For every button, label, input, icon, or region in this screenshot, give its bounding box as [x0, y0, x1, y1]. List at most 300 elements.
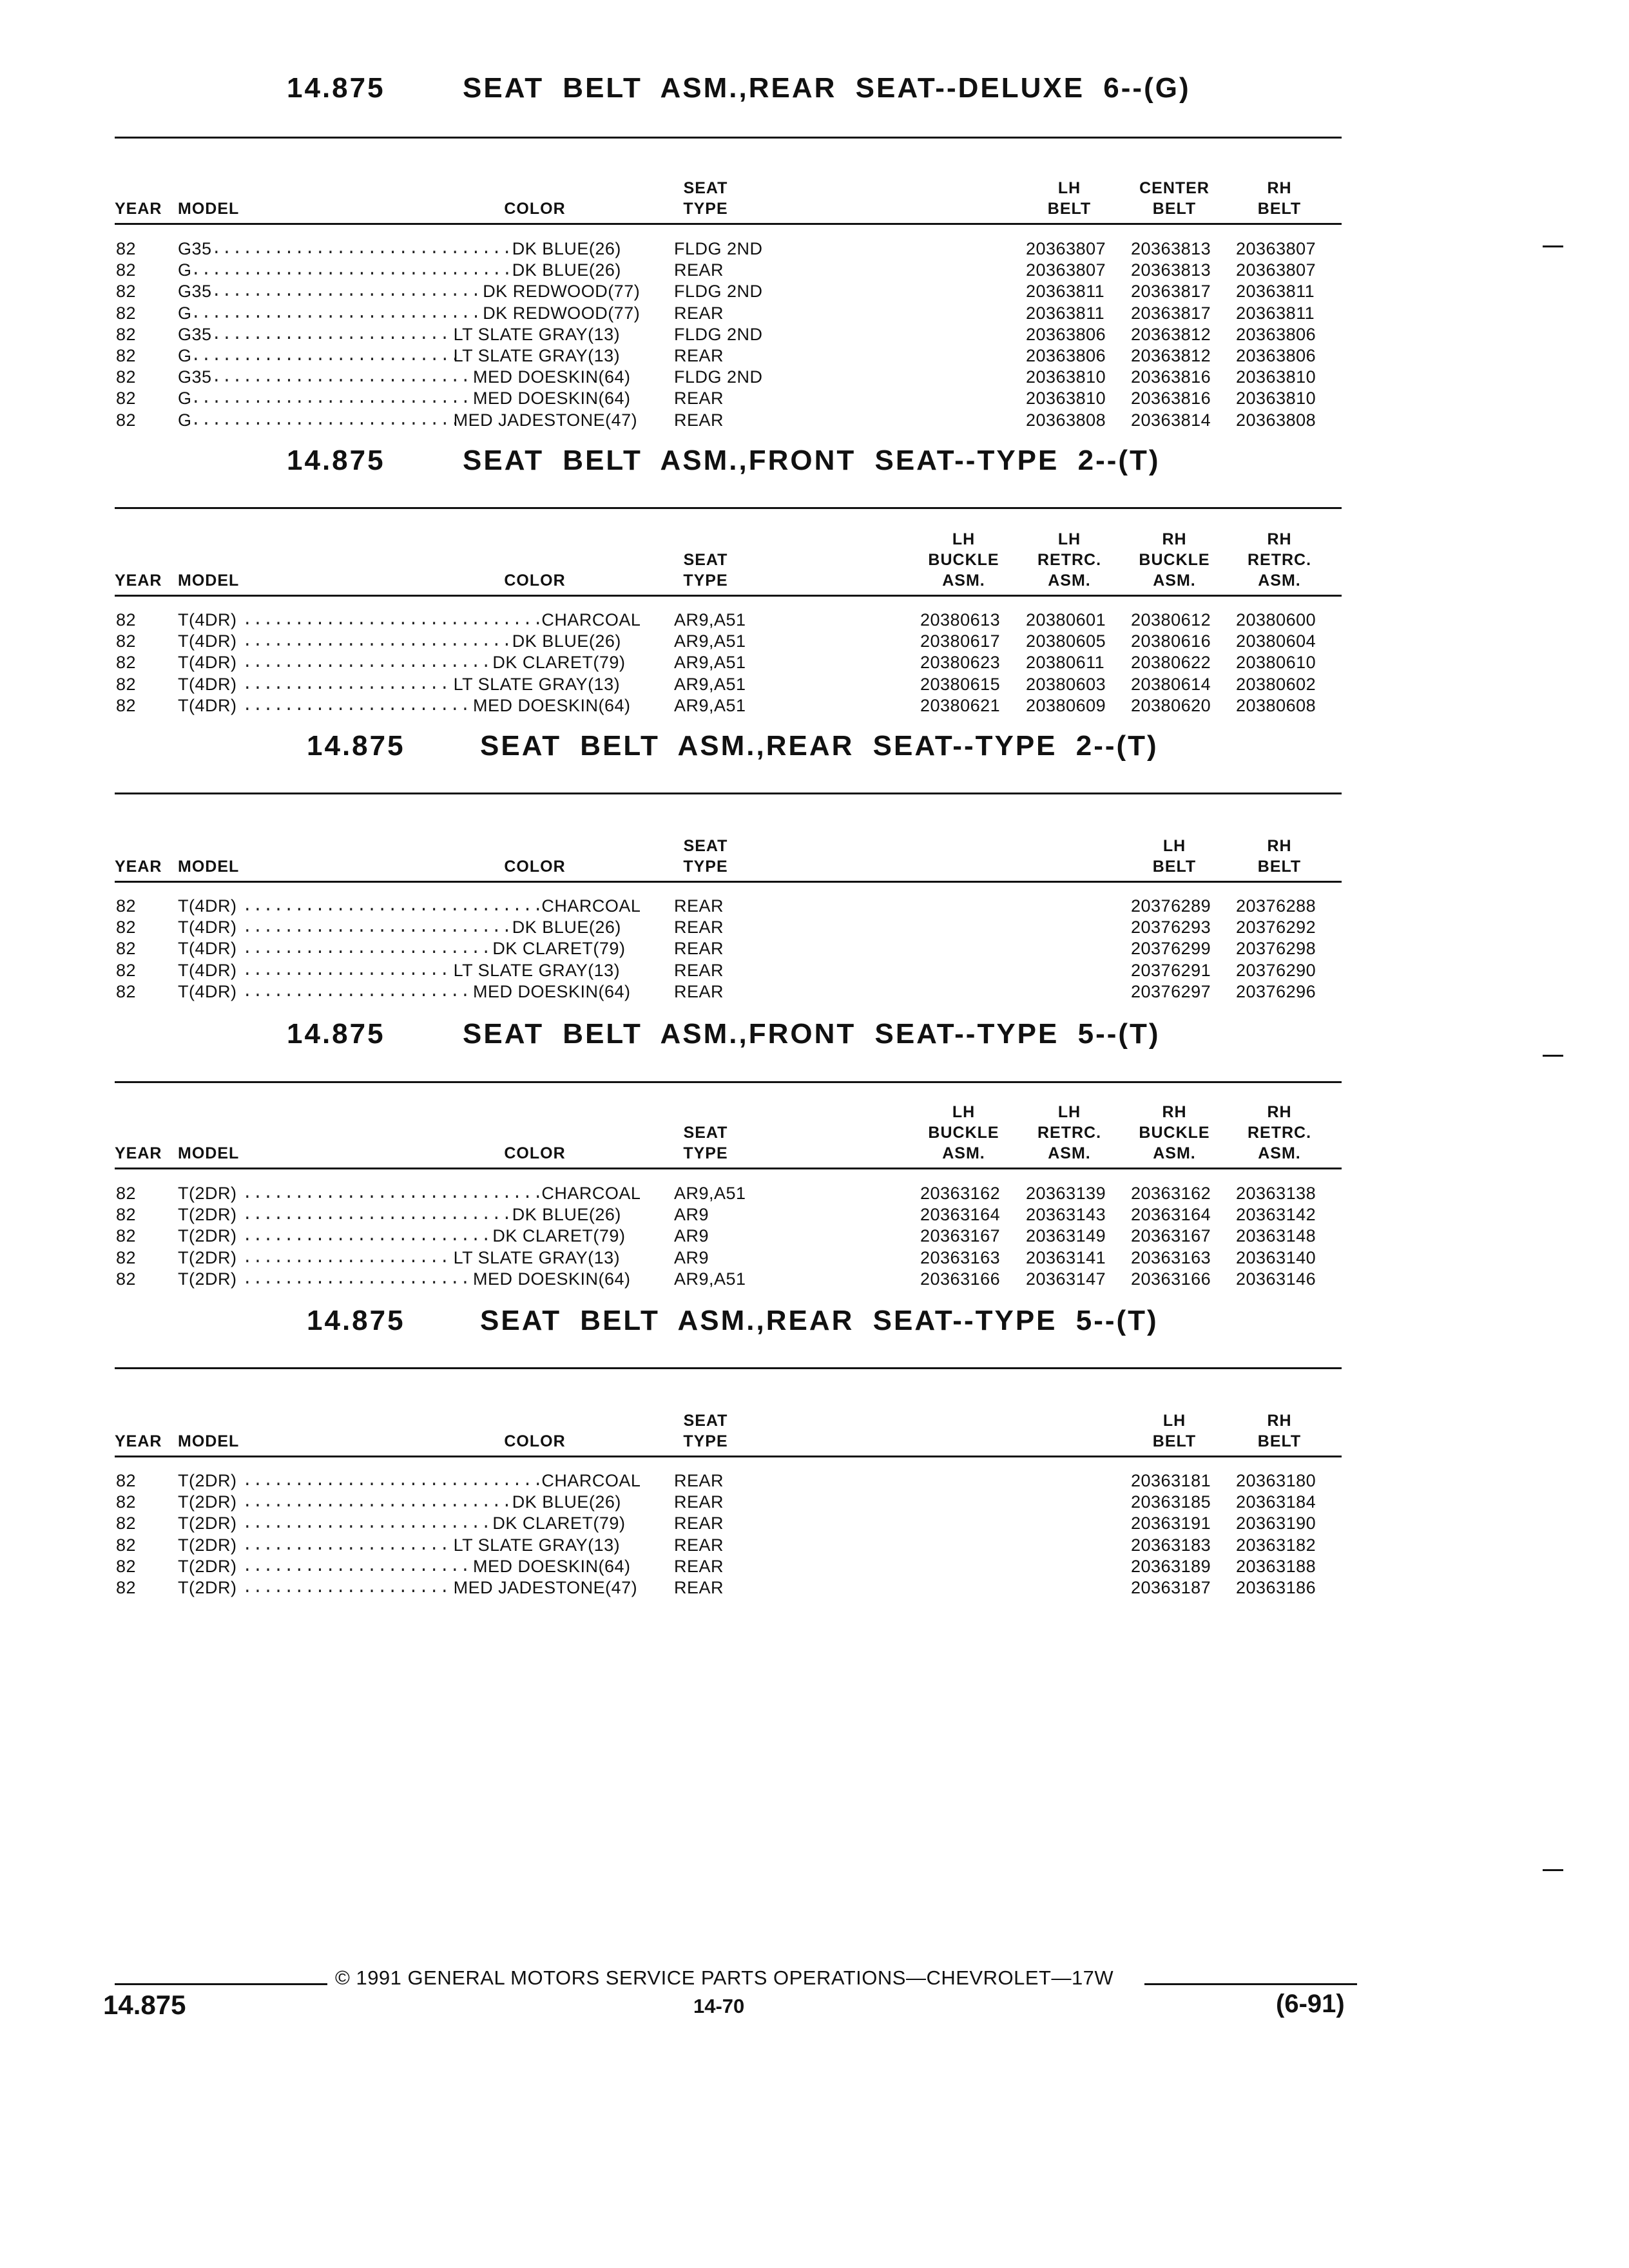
leader-dots: .............................	[242, 1471, 543, 1490]
part-number-cell: 20380615	[920, 674, 1001, 694]
column-header-seat-type: SEAT TYPE	[683, 1412, 728, 1450]
seat-type-cell: FLDG 2ND	[674, 324, 763, 344]
year-cell: 82	[116, 324, 137, 344]
leader-dots: ........................	[242, 1514, 492, 1533]
year-cell: 82	[116, 1269, 137, 1289]
part-number-cell: 20363146	[1236, 1269, 1316, 1289]
column-header-part: LH RETRC. ASM.	[1037, 1103, 1102, 1162]
part-number-cell: 20363189	[1131, 1556, 1211, 1576]
table-row	[0, 303, 1629, 324]
color-cell: LT SLATE GRAY(13)	[453, 960, 621, 980]
section-group-number: 14.875	[287, 1018, 385, 1050]
table-row	[0, 260, 1629, 281]
leader-dots: ..........................	[242, 1205, 512, 1225]
table-row	[0, 1269, 1629, 1290]
part-number-cell: 20363810	[1026, 389, 1106, 408]
year-cell: 82	[116, 1247, 137, 1267]
part-number-cell: 20363811	[1236, 282, 1315, 302]
part-number-cell: 20380600	[1236, 610, 1316, 629]
part-number-cell: 20363184	[1236, 1492, 1316, 1512]
section-title-text: SEAT BELT ASM.,FRONT SEAT--TYPE 5--(T)	[463, 1018, 1161, 1050]
part-number-cell: 20380609	[1026, 695, 1106, 715]
part-number-cell: 20363143	[1026, 1205, 1106, 1225]
column-header-model: MODEL	[178, 1432, 240, 1450]
leader-dots: ........................	[242, 939, 492, 959]
color-cell: CHARCOAL	[541, 1471, 641, 1490]
part-number-cell: 20380621	[920, 695, 1001, 715]
color-cell: DK CLARET(79)	[492, 939, 626, 959]
column-header-part: RH BELT	[1257, 837, 1302, 876]
part-number-cell: 20363810	[1026, 367, 1106, 387]
part-number-cell: 20380611	[1026, 653, 1105, 673]
model-cell: T(2DR)	[178, 1578, 237, 1597]
part-number-cell: 20380601	[1026, 610, 1106, 629]
table-row	[0, 388, 1629, 409]
model-cell: T(2DR)	[178, 1226, 237, 1246]
color-cell: DK CLARET(79)	[492, 1226, 626, 1246]
part-number-cell: 20376299	[1131, 939, 1211, 959]
table-row	[0, 410, 1629, 431]
color-cell: CHARCOAL	[541, 896, 641, 916]
color-cell: DK CLARET(79)	[492, 1514, 626, 1533]
seat-type-cell: REAR	[674, 939, 724, 959]
color-cell: DK BLUE(26)	[512, 260, 621, 280]
part-number-cell: 20363139	[1026, 1184, 1106, 1203]
seat-type-cell: REAR	[674, 1535, 724, 1555]
column-header-year: YEAR	[115, 200, 162, 218]
part-number-cell: 20363808	[1026, 410, 1106, 430]
seat-type-cell: REAR	[674, 918, 724, 937]
part-number-cell: 20380617	[920, 631, 1001, 651]
color-cell: MED DOESKIN(64)	[473, 1269, 631, 1289]
color-cell: DK BLUE(26)	[512, 918, 621, 937]
part-number-cell: 20363813	[1131, 239, 1211, 258]
column-header-model: MODEL	[178, 1144, 240, 1162]
section-group-number: 14.875	[287, 445, 385, 476]
column-header-year: YEAR	[115, 858, 162, 876]
part-number-cell: 20363162	[920, 1184, 1001, 1203]
leader-dots: .........................	[211, 367, 471, 387]
model-cell: T(2DR)	[178, 1556, 237, 1576]
model-cell: G35	[178, 239, 212, 258]
table-row	[0, 610, 1629, 631]
table-row	[0, 1492, 1629, 1513]
table-row	[0, 1556, 1629, 1577]
year-cell: 82	[116, 653, 137, 673]
table-header-rule	[115, 1168, 1342, 1169]
column-header-model: MODEL	[178, 572, 240, 590]
model-cell: T(2DR)	[178, 1514, 237, 1533]
table-row	[0, 1225, 1629, 1247]
seat-type-cell: AR9,A51	[674, 653, 746, 673]
leader-dots: .............................	[242, 896, 543, 916]
year-cell: 82	[116, 674, 137, 694]
color-cell: MED JADESTONE(47)	[453, 410, 638, 430]
year-cell: 82	[116, 896, 137, 916]
year-cell: 82	[116, 610, 137, 629]
table-row	[0, 981, 1629, 1003]
year-cell: 82	[116, 631, 137, 651]
table-header-rule	[115, 1456, 1342, 1457]
model-cell: T(4DR)	[178, 960, 237, 980]
part-number-cell: 20380605	[1026, 631, 1106, 651]
part-number-cell: 20376288	[1236, 896, 1316, 916]
model-cell: T(2DR)	[178, 1184, 237, 1203]
footer-rule-left	[115, 1983, 327, 1985]
year-cell: 82	[116, 939, 137, 959]
part-number-cell: 20380608	[1236, 695, 1316, 715]
part-number-cell: 20380613	[920, 610, 1001, 629]
column-header-model: MODEL	[178, 858, 240, 876]
color-cell: MED DOESKIN(64)	[473, 1556, 631, 1576]
color-cell: LT SLATE GRAY(13)	[453, 324, 621, 344]
column-header-color: COLOR	[504, 1144, 566, 1162]
part-number-cell: 20376298	[1236, 939, 1316, 959]
leader-dots: ......................	[242, 1269, 471, 1289]
leader-dots: ..........................	[242, 1492, 512, 1512]
column-header-part: LH RETRC. ASM.	[1037, 530, 1102, 590]
part-number-cell: 20363167	[1131, 1226, 1211, 1246]
table-header-rule	[115, 223, 1342, 225]
seat-type-cell: REAR	[674, 1556, 724, 1576]
part-number-cell: 20380616	[1131, 631, 1211, 651]
part-number-cell: 20363813	[1131, 260, 1211, 280]
model-cell: T(2DR)	[178, 1492, 237, 1512]
part-number-cell: 20363807	[1026, 260, 1106, 280]
color-cell: MED DOESKIN(64)	[473, 695, 631, 715]
part-number-cell: 20363164	[1131, 1205, 1211, 1225]
year-cell: 82	[116, 1514, 137, 1533]
model-cell: T(4DR)	[178, 981, 237, 1001]
part-number-cell: 20380604	[1236, 631, 1316, 651]
part-number-cell: 20363811	[1236, 303, 1315, 323]
color-cell: LT SLATE GRAY(13)	[453, 1247, 621, 1267]
margin-mark	[1543, 1055, 1563, 1057]
section-group-number: 14.875	[307, 730, 405, 762]
color-cell: DK REDWOOD(77)	[483, 282, 641, 302]
column-header-part: RH BELT	[1257, 1412, 1302, 1450]
seat-type-cell: AR9,A51	[674, 610, 746, 629]
leader-dots: ..........................	[242, 631, 512, 651]
column-header-model: MODEL	[178, 200, 240, 218]
table-row	[0, 1577, 1629, 1599]
model-cell: T(4DR)	[178, 631, 237, 651]
column-header-part: RH RETRC. ASM.	[1247, 1103, 1312, 1162]
model-cell: T(4DR)	[178, 653, 237, 673]
part-number-cell: 20363190	[1236, 1514, 1316, 1533]
model-cell: G	[178, 303, 192, 323]
year-cell: 82	[116, 346, 137, 365]
part-number-cell: 20380620	[1131, 695, 1211, 715]
margin-mark	[1543, 1869, 1563, 1871]
leader-dots: ....................	[242, 1247, 450, 1267]
column-header-part: RH BUCKLE ASM.	[1139, 1103, 1210, 1162]
section-group-number: 14.875	[307, 1305, 405, 1336]
seat-type-cell: FLDG 2ND	[674, 239, 763, 258]
model-cell: T(4DR)	[178, 610, 237, 629]
part-number-cell: 20363810	[1236, 389, 1316, 408]
year-cell: 82	[116, 1578, 137, 1597]
color-cell: LT SLATE GRAY(13)	[453, 1535, 621, 1555]
color-cell: DK BLUE(26)	[512, 631, 621, 651]
part-number-cell: 20363188	[1236, 1556, 1316, 1576]
column-header-seat-type: SEAT TYPE	[683, 1124, 728, 1162]
seat-type-cell: FLDG 2ND	[674, 282, 763, 302]
part-number-cell: 20363806	[1236, 324, 1316, 344]
section-title-text: SEAT BELT ASM.,REAR SEAT--TYPE 5--(T)	[480, 1305, 1159, 1336]
part-number-cell: 20363183	[1131, 1535, 1211, 1555]
table-row	[0, 938, 1629, 959]
leader-dots: ......................	[242, 981, 471, 1001]
leader-dots: .......................	[211, 324, 450, 344]
footer-rule-right	[1144, 1983, 1357, 1985]
part-number-cell: 20376297	[1131, 981, 1211, 1001]
color-cell: MED DOESKIN(64)	[473, 367, 631, 387]
model-cell: T(4DR)	[178, 939, 237, 959]
leader-dots: ...........................	[191, 389, 471, 408]
seat-type-cell: REAR	[674, 1492, 724, 1512]
part-number-cell: 20363806	[1026, 324, 1106, 344]
seat-type-cell: REAR	[674, 1514, 724, 1533]
part-number-cell: 20363817	[1131, 303, 1211, 323]
table-header-rule	[115, 881, 1342, 883]
leader-dots: ......................	[242, 695, 471, 715]
table-row	[0, 345, 1629, 367]
part-number-cell: 20363164	[920, 1205, 1001, 1225]
section-title-text: SEAT BELT ASM.,REAR SEAT--TYPE 2--(T)	[480, 730, 1159, 762]
section-title-text: SEAT BELT ASM.,REAR SEAT--DELUXE 6--(G)	[463, 72, 1191, 104]
column-header-part: LH BUCKLE ASM.	[928, 1103, 999, 1162]
model-cell: G	[178, 260, 192, 280]
part-number-cell: 20376291	[1131, 960, 1211, 980]
part-number-cell: 20363140	[1236, 1247, 1316, 1267]
leader-dots: ....................	[242, 960, 450, 980]
table-top-rule	[115, 137, 1342, 139]
year-cell: 82	[116, 918, 137, 937]
model-cell: T(4DR)	[178, 674, 237, 694]
part-number-cell: 20363186	[1236, 1578, 1316, 1597]
model-cell: G35	[178, 282, 212, 302]
part-number-cell: 20363147	[1026, 1269, 1106, 1289]
model-cell: G	[178, 346, 192, 365]
part-number-cell: 20376290	[1236, 960, 1316, 980]
footer-page-number: 14-70	[693, 1995, 745, 2017]
part-number-cell: 20363807	[1236, 239, 1316, 258]
part-number-cell: 20363163	[1131, 1247, 1211, 1267]
part-number-cell: 20363142	[1236, 1205, 1316, 1225]
table-row	[0, 1204, 1629, 1225]
year-cell: 82	[116, 960, 137, 980]
table-row	[0, 1535, 1629, 1556]
part-number-cell: 20380623	[920, 653, 1001, 673]
model-cell: T(2DR)	[178, 1269, 237, 1289]
year-cell: 82	[116, 1184, 137, 1203]
leader-dots: ..........................	[242, 918, 512, 937]
color-cell: DK BLUE(26)	[512, 1492, 621, 1512]
table-row	[0, 238, 1629, 260]
part-number-cell: 20376289	[1131, 896, 1211, 916]
part-number-cell: 20376292	[1236, 918, 1316, 937]
leader-dots: ....................	[242, 674, 450, 694]
part-number-cell: 20380610	[1236, 653, 1316, 673]
table-top-rule	[115, 1081, 1342, 1083]
leader-dots: ..........................	[211, 282, 481, 302]
color-cell: MED JADESTONE(47)	[453, 1578, 638, 1597]
year-cell: 82	[116, 695, 137, 715]
model-cell: T(2DR)	[178, 1535, 237, 1555]
seat-type-cell: AR9,A51	[674, 674, 746, 694]
footer-group-number: 14.875	[103, 1990, 186, 2020]
table-header-rule	[115, 595, 1342, 597]
leader-dots: ......................	[242, 1556, 471, 1576]
leader-dots: ..........................	[191, 346, 461, 365]
leader-dots: .............................	[242, 1184, 543, 1203]
seat-type-cell: AR9	[674, 1205, 709, 1225]
year-cell: 82	[116, 1556, 137, 1576]
column-header-seat-type: SEAT TYPE	[683, 551, 728, 590]
part-number-cell: 20363149	[1026, 1226, 1106, 1246]
model-cell: T(2DR)	[178, 1247, 237, 1267]
year-cell: 82	[116, 303, 137, 323]
table-row	[0, 1470, 1629, 1492]
part-number-cell: 20363807	[1026, 239, 1106, 258]
year-cell: 82	[116, 1471, 137, 1490]
model-cell: G	[178, 410, 192, 430]
part-number-cell: 20363811	[1026, 282, 1105, 302]
table-row	[0, 674, 1629, 695]
year-cell: 82	[116, 239, 137, 258]
table-row	[0, 1183, 1629, 1204]
part-number-cell: 20363817	[1131, 282, 1211, 302]
leader-dots: ..........................	[191, 410, 461, 430]
color-cell: CHARCOAL	[541, 1184, 641, 1203]
leader-dots: ............................	[191, 303, 481, 323]
seat-type-cell: AR9,A51	[674, 631, 746, 651]
seat-type-cell: REAR	[674, 303, 724, 323]
year-cell: 82	[116, 1226, 137, 1246]
column-header-part: RH BUCKLE ASM.	[1139, 530, 1210, 590]
column-header-color: COLOR	[504, 572, 566, 590]
column-header-part: RH RETRC. ASM.	[1247, 530, 1312, 590]
year-cell: 82	[116, 981, 137, 1001]
table-row	[0, 631, 1629, 652]
table-row	[0, 1513, 1629, 1534]
year-cell: 82	[116, 260, 137, 280]
color-cell: DK CLARET(79)	[492, 653, 626, 673]
leader-dots: ...............................	[191, 260, 513, 280]
table-row	[0, 960, 1629, 981]
table-row	[0, 917, 1629, 938]
column-header-year: YEAR	[115, 1144, 162, 1162]
seat-type-cell: AR9,A51	[674, 1269, 746, 1289]
table-row	[0, 324, 1629, 345]
leader-dots: .............................	[211, 239, 512, 258]
part-number-cell: 20363191	[1131, 1514, 1211, 1533]
year-cell: 82	[116, 1492, 137, 1512]
table-row	[0, 695, 1629, 716]
column-header-color: COLOR	[504, 1432, 566, 1450]
seat-type-cell: REAR	[674, 960, 724, 980]
color-cell: LT SLATE GRAY(13)	[453, 346, 621, 365]
table-top-rule	[115, 1367, 1342, 1369]
year-cell: 82	[116, 389, 137, 408]
part-number-cell: 20380622	[1131, 653, 1211, 673]
column-header-color: COLOR	[504, 858, 566, 876]
part-number-cell: 20380602	[1236, 674, 1316, 694]
model-cell: T(4DR)	[178, 695, 237, 715]
table-row	[0, 281, 1629, 302]
table-row	[0, 367, 1629, 388]
seat-type-cell: REAR	[674, 389, 724, 408]
part-number-cell: 20363162	[1131, 1184, 1211, 1203]
color-cell: MED DOESKIN(64)	[473, 389, 631, 408]
footer-date: (6-91)	[1276, 1990, 1345, 2018]
model-cell: T(2DR)	[178, 1205, 237, 1225]
seat-type-cell: FLDG 2ND	[674, 367, 763, 387]
column-header-year: YEAR	[115, 572, 162, 590]
part-number-cell: 20363166	[920, 1269, 1001, 1289]
column-header-part: CENTER BELT	[1139, 179, 1210, 218]
color-cell: DK BLUE(26)	[512, 1205, 621, 1225]
color-cell: CHARCOAL	[541, 610, 641, 629]
seat-type-cell: AR9	[674, 1226, 709, 1246]
part-number-cell: 20363808	[1236, 410, 1316, 430]
seat-type-cell: REAR	[674, 1578, 724, 1597]
year-cell: 82	[116, 410, 137, 430]
seat-type-cell: REAR	[674, 346, 724, 365]
part-number-cell: 20363166	[1131, 1269, 1211, 1289]
part-number-cell: 20363812	[1131, 346, 1211, 365]
leader-dots: ........................	[242, 653, 492, 673]
part-number-cell: 20363812	[1131, 324, 1211, 344]
model-cell: T(4DR)	[178, 896, 237, 916]
seat-type-cell: AR9,A51	[674, 695, 746, 715]
year-cell: 82	[116, 367, 137, 387]
table-top-rule	[115, 507, 1342, 509]
table-row	[0, 896, 1629, 917]
year-cell: 82	[116, 282, 137, 302]
part-number-cell: 20363816	[1131, 389, 1211, 408]
leader-dots: ....................	[242, 1578, 450, 1597]
column-header-part: LH BELT	[1152, 1412, 1197, 1450]
column-header-seat-type: SEAT TYPE	[683, 837, 728, 876]
part-number-cell: 20363163	[920, 1247, 1001, 1267]
model-cell: G	[178, 389, 192, 408]
part-number-cell: 20363816	[1131, 367, 1211, 387]
part-number-cell: 20363182	[1236, 1535, 1316, 1555]
part-number-cell: 20363814	[1131, 410, 1211, 430]
table-top-rule	[115, 793, 1342, 794]
part-number-cell: 20363167	[920, 1226, 1001, 1246]
leader-dots: .............................	[242, 610, 543, 629]
color-cell: LT SLATE GRAY(13)	[453, 674, 621, 694]
column-header-part: RH BELT	[1257, 179, 1302, 218]
model-cell: G35	[178, 367, 212, 387]
part-number-cell: 20380614	[1131, 674, 1211, 694]
part-number-cell: 20380603	[1026, 674, 1106, 694]
seat-type-cell: AR9	[674, 1247, 709, 1267]
leader-dots: ....................	[242, 1535, 450, 1555]
part-number-cell: 20363811	[1026, 303, 1105, 323]
model-cell: G35	[178, 324, 212, 344]
column-header-part: LH BELT	[1152, 837, 1197, 876]
model-cell: T(2DR)	[178, 1471, 237, 1490]
part-number-cell: 20363180	[1236, 1471, 1316, 1490]
part-number-cell: 20363181	[1131, 1471, 1211, 1490]
table-row	[0, 652, 1629, 673]
table-row	[0, 1247, 1629, 1269]
year-cell: 82	[116, 1535, 137, 1555]
